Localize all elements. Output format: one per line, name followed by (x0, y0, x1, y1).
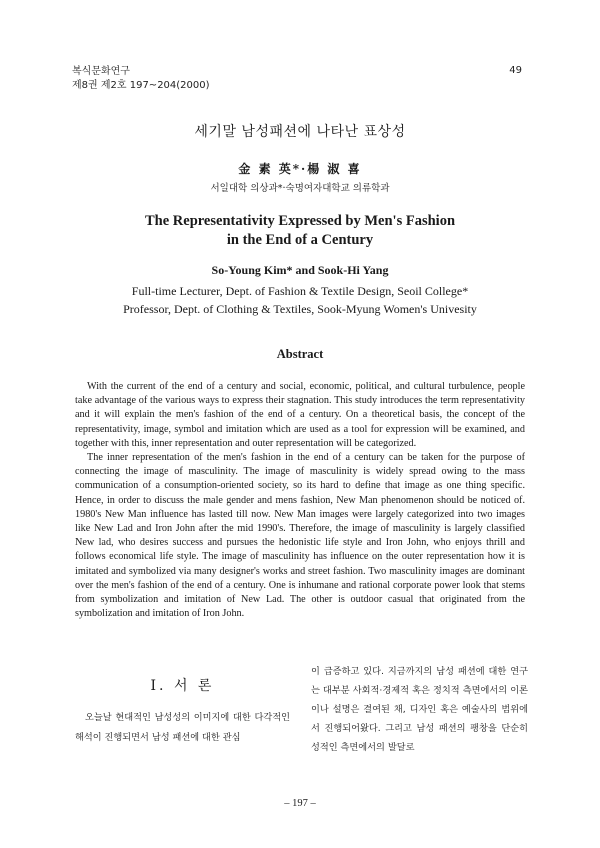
journal-header (72, 65, 210, 93)
english-title (0, 212, 600, 250)
header-page-number: 49 (509, 65, 522, 76)
abstract-paragraph-2: The inner representation of the men's fashion in the end of a century can be taken for the purpose of connecting the image of masculinity. The image of masculinity is widely spread owing to the mass communication of a consumption-oriented society, so its hard to define that image as one thing specific. Hence, in order to discuss the male gender and mens fashion, New Man phenomenon should be noticed of. 1980's New Man influence has lasted till now. New Man images were largely categorized into two images like New Lad and Iron John after the mid 1990's. Therefore, the image of masculinity is largely classified New lad, who desires success and pursues the hedonistic life style and Iron John, who enjoys thrill and follows economical life style. The image of masculinity has influence on the outer representation how it is imitated and symbolized via many designer's works and street fashion. Two masculinity images are dominant over the men's fashion of the end of a century. One is inhumane and rational corporate power look that stems from symbolization and imitation of New Lad. The other is outdoor casual that originated from the symbolization and imitation of Iron John. (75, 452, 525, 620)
english-title-line1: The Representativity Expressed by Men's Fashion (144, 213, 456, 229)
affiliation-line1: Full-time Lecturer, Dept. of Fashion & Textile Design, Seoil College* (131, 284, 469, 298)
english-title-line2: in the End of a Century (226, 232, 374, 248)
english-affiliation (0, 282, 600, 318)
affiliation-line2: Professor, Dept. of Clothing & Textiles, Sook-Myung Women's Univesity (123, 302, 477, 316)
abstract-body (75, 380, 525, 621)
abstract-heading: Abstract (276, 347, 324, 361)
abstract-paragraph-1: With the current of the end of a century and social, economic, political, and cultural turbulence, people take advantage of the various ways to express their stagnation. This study introduces the term representativity and it will explain the men's fashion of the end of a century. On a theoretical basis, the concept of the representativity, image, symbol and imitation which are used as a tool for expression will be examined, and together with this, inner representation and outer representation will be categorized. (75, 381, 525, 449)
english-authors: So-Young Kim* and Sook-Hi Yang (211, 263, 389, 277)
journal-name: 복식문화연구 (72, 66, 130, 77)
body-paragraph-continued: 이 급증하고 있다. 지금까지의 남성 패션에 대한 연구는 대부분 사회적·경제적 혹은 정치적 측면에서의 이론이나 설명은 결여된 채, 디자인 혹은 예술사의 범위에서 진행되어왔다. 그리고 남성 패션의 팽창을 단순히 성적인 측면에서의 발달로 (311, 666, 528, 753)
body-paragraph: 오늘날 현대적인 남성성의 이미지에 대한 다각적인 해석이 진행되면서 남성 패션에 대한 관심 (75, 712, 290, 743)
section-heading: Ⅰ. 서 론 (150, 678, 215, 694)
body-column-right (311, 662, 528, 757)
footer-page-number: – 197 – (284, 798, 316, 809)
journal-volume: 제8권 제2호 197~204(2000) (72, 80, 210, 91)
korean-affiliation: 서일대학 의상과*·숙명여자대학교 의류학과 (210, 183, 390, 194)
korean-title: 세기말 남성패션에 나타난 표상성 (194, 124, 406, 140)
korean-authors: 金 素 英*·楊 淑 喜 (238, 162, 362, 176)
body-column-left (75, 668, 290, 748)
